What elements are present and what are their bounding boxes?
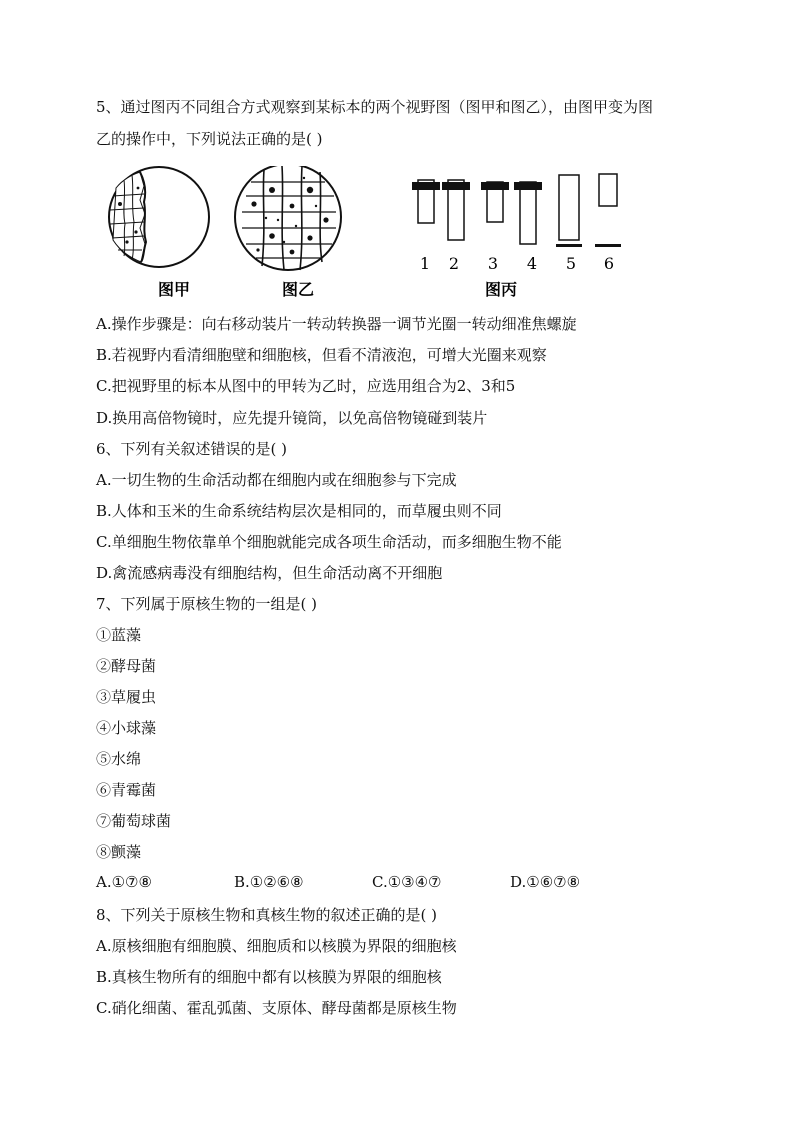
q7-option-d: D.①⑥⑦⑧ <box>510 873 581 891</box>
q5-figure <box>96 166 636 306</box>
caption-yi: 图乙 <box>281 280 315 299</box>
q7-option-a: A.①⑦⑧ <box>96 873 152 891</box>
caption-bing: 图丙 <box>484 280 518 299</box>
q7-item-5: ⑤水绵 <box>96 750 142 768</box>
q7-item-6: ⑥青霉菌 <box>96 781 157 799</box>
q6-option-a: A.一切生物的生命活动都在细胞内或在细胞参与下完成 <box>96 471 457 489</box>
lens-number-1: 1 <box>419 254 431 273</box>
lens-number-6: 6 <box>603 254 615 273</box>
lens-number-5: 5 <box>565 254 577 273</box>
view-jia-image <box>109 167 209 267</box>
q7-item-8: ⑧颤藻 <box>96 843 142 861</box>
objective-lens-2 <box>442 180 470 240</box>
q7-item-2: ②酵母菌 <box>96 657 157 675</box>
eyepiece-lens-5 <box>556 175 582 247</box>
q7-options-row <box>96 873 716 893</box>
q5-option-c: C.把视野里的标本从图中的甲转为乙时，应选用组合为2、3和5 <box>96 377 516 395</box>
q7-item-7: ⑦葡萄球菌 <box>96 812 172 830</box>
q8-stem: 8、下列关于原核生物和真核生物的叙述正确的是( ) <box>96 906 438 924</box>
microscope-figure-svg <box>96 166 636 306</box>
objective-lens-3 <box>481 182 509 222</box>
q6-option-d: D.禽流感病毒没有细胞结构，但生命活动离不开细胞 <box>96 564 443 582</box>
q5-stem-line1: 5、通过图丙不同组合方式观察到某标本的两个视野图（图甲和图乙），由图甲变为图 <box>96 98 654 116</box>
q7-option-c: C.①③④⑦ <box>372 873 442 891</box>
view-yi-image <box>235 166 341 270</box>
q7-item-4: ④小球藻 <box>96 719 157 737</box>
q5-option-a: A.操作步骤是：向右移动装片一转动转换器一调节光圈一转动细准焦螺旋 <box>96 315 577 333</box>
q6-stem: 6、下列有关叙述错误的是( ) <box>96 440 288 458</box>
q6-option-c: C.单细胞生物依靠单个细胞就能完成各项生命活动，而多细胞生物不能 <box>96 533 562 551</box>
objective-lens-1 <box>412 180 440 223</box>
lens-number-2: 2 <box>448 254 460 273</box>
q8-option-b: B.真核生物所有的细胞中都有以核膜为界限的细胞核 <box>96 968 442 986</box>
lens-number-4: 4 <box>526 254 538 273</box>
q7-item-1: ①蓝藻 <box>96 626 142 644</box>
q8-option-a: A.原核细胞有细胞膜、细胞质和以核膜为界限的细胞核 <box>96 937 457 955</box>
q5-option-d: D.换用高倍物镜时，应先提升镜筒，以免高倍物镜碰到装片 <box>96 409 488 427</box>
q5-option-b: B.若视野内看清细胞壁和细胞核，但看不清液泡，可增大光圈来观察 <box>96 346 547 364</box>
caption-jia: 图甲 <box>157 280 191 299</box>
objective-lens-4 <box>514 182 542 244</box>
lens-number-3: 3 <box>487 254 499 273</box>
eyepiece-lens-6 <box>595 174 621 247</box>
q7-option-b: B.①②⑥⑧ <box>234 873 304 891</box>
q5-stem-line2: 乙的操作中，下列说法正确的是( ) <box>96 130 323 148</box>
q7-item-3: ③草履虫 <box>96 688 157 706</box>
q8-option-c: C.硝化细菌、霍乱弧菌、支原体、酵母菌都是原核生物 <box>96 999 457 1017</box>
q6-option-b: B.人体和玉米的生命系统结构层次是相同的，而草履虫则不同 <box>96 502 502 520</box>
q7-stem: 7、下列属于原核生物的一组是( ) <box>96 595 318 613</box>
